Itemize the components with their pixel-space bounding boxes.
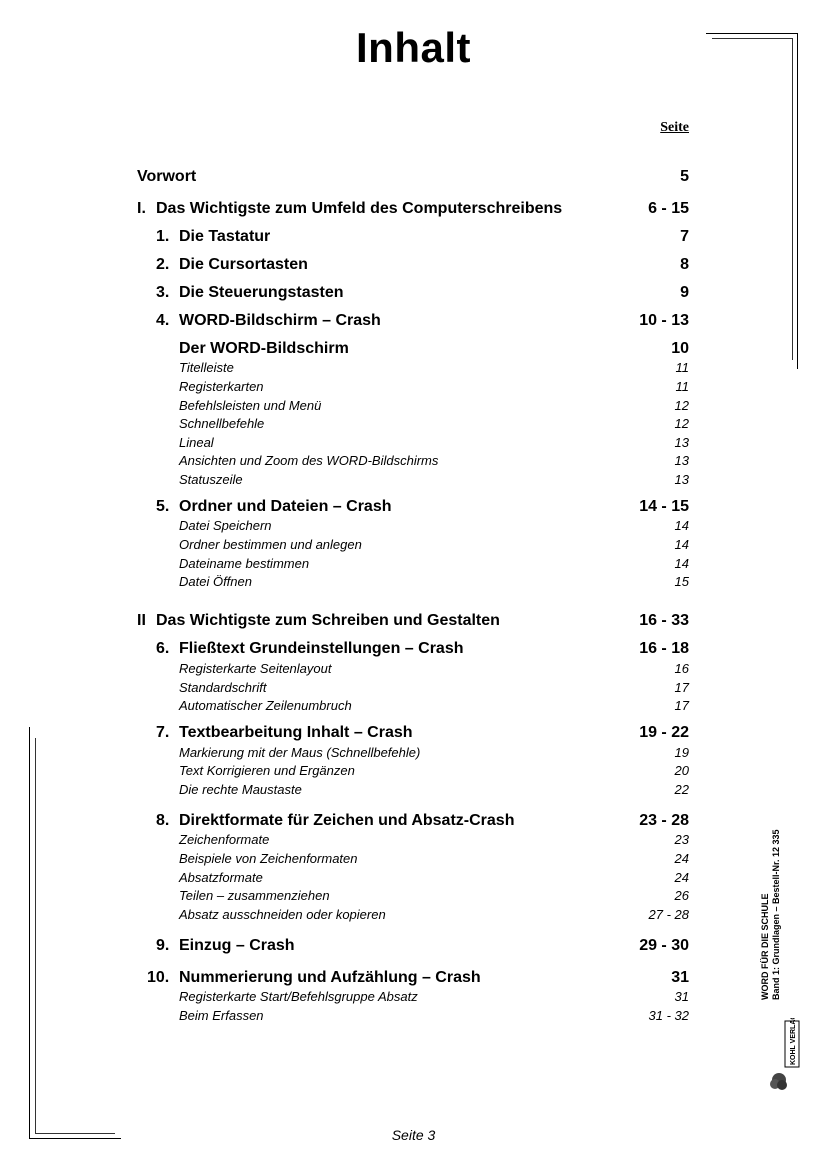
publisher-logo (768, 1018, 802, 1092)
series-title: WORD FÜR DIE SCHULE (760, 893, 770, 1000)
volume-info: Band 1: Grundlagen – Bestell-Nr. 12 335 (771, 829, 781, 1000)
toc-entry (137, 200, 689, 222)
toc-entry-label: Der WORD-Bildschirm (179, 340, 349, 357)
toc-entry (137, 888, 689, 906)
toc-entry-page: 23 (674, 832, 689, 847)
toc-entry (137, 574, 689, 592)
toc-entry-number: 8. (156, 812, 170, 829)
toc-entry (137, 360, 689, 378)
toc-entry-page: 16 - 18 (639, 640, 689, 657)
toc-entry-label: Teilen – zusammenziehen (179, 888, 330, 903)
toc-entry-label: Beim Erfassen (179, 1008, 264, 1023)
toc-entry (137, 498, 689, 520)
toc-entry-number: II (137, 612, 146, 629)
toc-entry-page: 15 (674, 574, 689, 589)
toc-entry-page: 11 (675, 379, 689, 394)
toc-entry-label: Ansichten und Zoom des WORD-Bildschirms (179, 453, 439, 468)
toc-entry-number: 9. (156, 937, 170, 954)
toc-entry-label: Absatzformate (179, 870, 263, 885)
toc-entry-number: 3. (156, 284, 170, 301)
toc-entry-page: 22 (674, 782, 689, 797)
toc-entry-page: 20 (674, 763, 689, 778)
toc-entry-page: 14 (674, 518, 689, 533)
toc-entry-label: WORD-Bildschirm – Crash (179, 312, 381, 329)
toc-entry-label: Ordner bestimmen und anlegen (179, 537, 362, 552)
publisher-logo-graphic (768, 1018, 802, 1092)
toc-entry (137, 398, 689, 416)
toc-entry (137, 1008, 689, 1026)
toc-entry-page: 6 - 15 (648, 200, 689, 217)
toc-entry (137, 969, 689, 991)
toc-entry-label: Das Wichtigste zum Schreiben und Gestalten (156, 612, 500, 629)
toc-entry-label: Registerkarte Start/Befehlsgruppe Absatz (179, 989, 418, 1004)
toc-entry-label: Datei Öffnen (179, 574, 252, 589)
toc-entry-label: Lineal (179, 435, 214, 450)
toc-entry-page: 10 (671, 340, 689, 357)
toc-entry-page: 19 - 22 (639, 724, 689, 741)
toc-entry (137, 453, 689, 471)
toc-entry-page: 24 (674, 870, 689, 885)
corner-line-right-inner (792, 38, 793, 360)
toc-entry-page: 19 (674, 745, 689, 760)
toc-entry-label: Ordner und Dateien – Crash (179, 498, 392, 515)
toc-entry-page: 11 (675, 360, 689, 375)
toc-entry-label: Befehlsleisten und Menü (179, 398, 322, 413)
toc-entry-page: 16 (674, 661, 689, 676)
toc-entry (137, 937, 689, 959)
toc-entry-number: I. (137, 200, 146, 217)
toc-entry-label: Standardschrift (179, 680, 267, 695)
toc-entry-page: 14 - 15 (639, 498, 689, 515)
toc-entry-label: Fließtext Grundeinstellungen – Crash (179, 640, 464, 657)
toc-entry-label: Schnellbefehle (179, 416, 265, 431)
toc-entry (137, 168, 689, 190)
toc-entry-page: 13 (674, 472, 689, 487)
toc-entry-label: Titelleiste (179, 360, 234, 375)
toc-entry-label: Vorwort (137, 168, 197, 185)
toc-entry-page: 17 (674, 680, 689, 695)
page-footer: Seite 3 (391, 1127, 436, 1143)
toc-entry-label: Direktformate für Zeichen und Absatz-Crash (179, 812, 515, 829)
toc-entry (137, 698, 689, 716)
toc-entry-label: Text Korrigieren und Ergänzen (179, 763, 355, 778)
toc-entry-number: 6. (156, 640, 170, 657)
corner-line-right (797, 33, 798, 369)
toc-entry (137, 518, 689, 536)
toc-entry (137, 989, 689, 1007)
toc-entry (137, 812, 689, 834)
toc-entry (137, 435, 689, 453)
toc-entry (137, 472, 689, 490)
page-title: Inhalt (356, 24, 471, 71)
toc-entry-label: Die rechte Maustaste (179, 782, 302, 797)
toc-entry (137, 640, 689, 662)
toc-entry-page: 24 (674, 851, 689, 866)
toc-entry-page: 31 (671, 969, 689, 986)
toc-entry-number: 2. (156, 256, 170, 273)
toc-entry (137, 340, 689, 362)
toc-entry-number: 4. (156, 312, 170, 329)
toc-entry (137, 745, 689, 763)
toc-entry-page: 27 - 28 (648, 907, 689, 922)
toc-entry-page: 13 (674, 453, 689, 468)
toc-entry-page: 31 - 32 (648, 1008, 689, 1023)
toc-entry-label: Beispiele von Zeichenformaten (179, 851, 358, 866)
toc-entry-page: 12 (674, 398, 689, 413)
toc-entry (137, 256, 689, 278)
toc-entry-number: 1. (156, 228, 170, 245)
toc-entry-page: 23 - 28 (639, 812, 689, 829)
toc-entry (137, 416, 689, 434)
toc-entry-label: Statuszeile (179, 472, 243, 487)
toc-entry (137, 851, 689, 869)
toc-entry-page: 31 (674, 989, 689, 1004)
corner-line-left-inner (35, 738, 36, 1134)
toc-entry-label: Die Steuerungstasten (179, 284, 344, 301)
toc-entry (137, 782, 689, 800)
toc-entry-label: Automatischer Zeilenumbruch (179, 698, 352, 713)
toc-entry (137, 537, 689, 555)
toc-entry (137, 680, 689, 698)
toc-entry-page: 7 (680, 228, 689, 245)
publisher-logo-text: KOHL VERLAG (790, 1018, 797, 1065)
publisher-side-text (760, 740, 800, 1000)
toc-entry-label: Die Tastatur (179, 228, 271, 245)
toc-entry (137, 228, 689, 250)
toc-entry-page: 26 (674, 888, 689, 903)
toc-entry-label: Datei Speichern (179, 518, 272, 533)
toc-entry (137, 907, 689, 925)
toc-entry-page: 9 (680, 284, 689, 301)
toc-entry-page: 5 (680, 168, 689, 185)
toc-entry-page: 16 - 33 (639, 612, 689, 629)
toc-entry-number: 7. (156, 724, 170, 741)
toc-entry-label: Registerkarten (179, 379, 264, 394)
toc-entry-number: 10. (147, 969, 170, 986)
toc-entry (137, 870, 689, 888)
toc-entry (137, 312, 689, 334)
toc-entry-label: Zeichenformate (179, 832, 270, 847)
toc-entry (137, 556, 689, 574)
toc-entry (137, 724, 689, 746)
toc-entry-page: 29 - 30 (639, 937, 689, 954)
toc-entry-label: Das Wichtigste zum Umfeld des Computerschreibens (156, 200, 563, 217)
toc-entry-page: 12 (674, 416, 689, 431)
toc-entry-label: Dateiname bestimmen (179, 556, 310, 571)
toc-entry-page: 10 - 13 (639, 312, 689, 329)
toc-entry-label: Absatz ausschneiden oder kopieren (179, 907, 386, 922)
toc-entry-label: Die Cursortasten (179, 256, 308, 273)
toc-entry-page: 14 (674, 556, 689, 571)
toc-entry (137, 284, 689, 306)
toc-entry-label: Registerkarte Seitenlayout (179, 661, 332, 676)
toc-entry-label: Textbearbeitung Inhalt – Crash (179, 724, 413, 741)
toc-entry-page: 13 (674, 435, 689, 450)
toc-entry (137, 763, 689, 781)
toc-entry-page: 8 (680, 256, 689, 273)
toc-entry (137, 612, 689, 634)
toc-entry-page: 17 (674, 698, 689, 713)
corner-line-left (29, 727, 30, 1139)
toc-entry-label: Markierung mit der Maus (Schnellbefehle) (179, 745, 421, 760)
toc-entry (137, 832, 689, 850)
toc-entry-page: 14 (674, 537, 689, 552)
toc-entry-label: Nummerierung und Aufzählung – Crash (179, 969, 481, 986)
toc-entry (137, 379, 689, 397)
toc-entry-label: Einzug – Crash (179, 937, 295, 954)
toc-entry (137, 661, 689, 679)
page-column-header: Seite (660, 120, 689, 135)
toc-entry-number: 5. (156, 498, 170, 515)
